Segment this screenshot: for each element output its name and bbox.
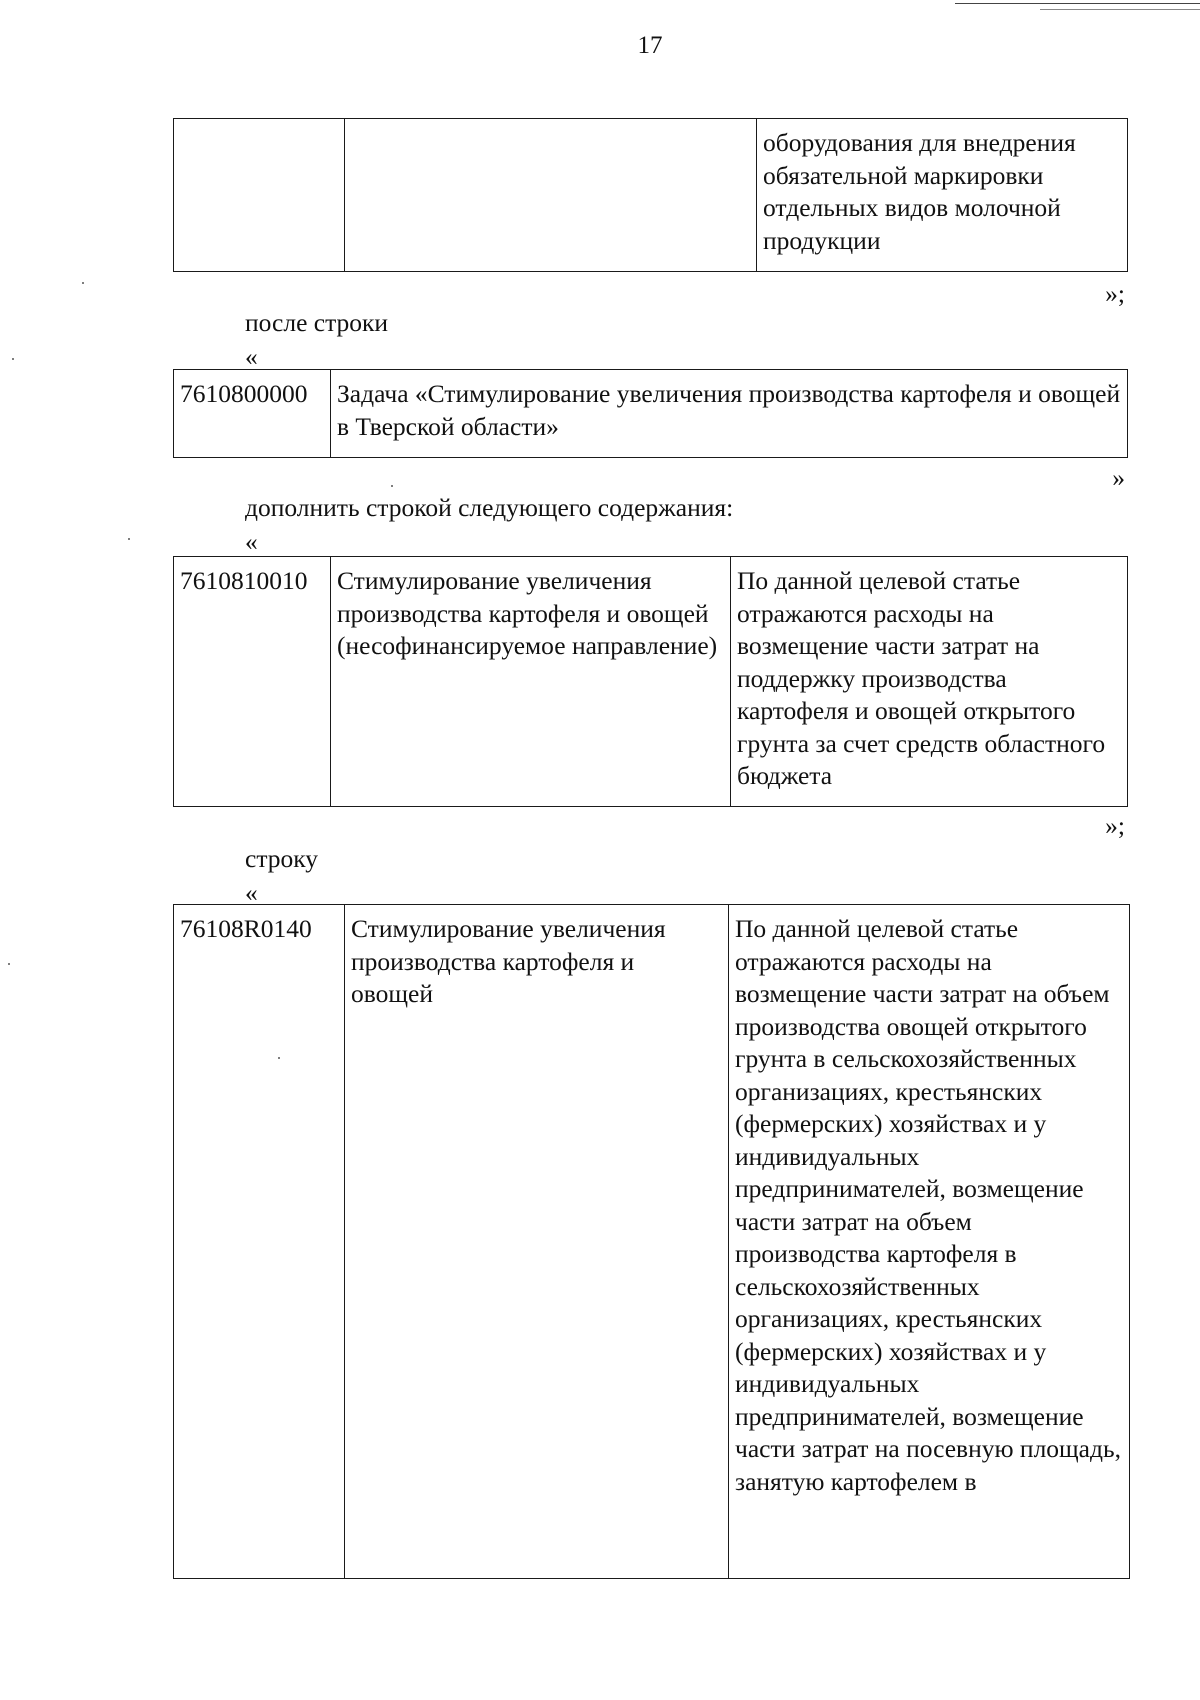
added-line-table — [173, 556, 1128, 807]
description-cell: оборудования для внедрения обязательной маркировки отдельных видов молочной продукции — [757, 119, 1128, 272]
opening-quote: « — [245, 342, 258, 371]
table-row — [174, 119, 1128, 272]
scan-speck — [8, 963, 10, 965]
scan-speck — [128, 538, 130, 540]
task-cell: Задача «Стимулирование увеличения производства картофеля и овощей в Тверской области» — [331, 370, 1128, 458]
code-cell: 7610810010 — [174, 557, 331, 807]
page-edge-line-secondary — [1040, 9, 1200, 10]
code-cell: 7610800000 — [174, 370, 331, 458]
instruction-after-line: после строки — [245, 308, 389, 337]
replaced-line-table — [173, 904, 1130, 1579]
closing-quote: » — [1112, 463, 1125, 492]
description-cell: По данной целевой статье отражаются расходы на возмещение части затрат на объем производства овощей открытого грунта в сельскохозяйственных организациях, крестьянских (фермерских) хозяйствах и у индивидуальных предпринимателей, возмещение части затрат на объем производства картофеля в сельскохозяйственных организациях, крестьянских (фермерских) хозяйствах и у индивидуальных предпринимателей, возмещение части затрат на посевную площадь, занятую картофелем в — [729, 905, 1130, 1579]
closing-quote: »; — [1105, 811, 1125, 840]
scan-speck — [82, 282, 84, 284]
continuation-table — [173, 118, 1128, 272]
opening-quote: « — [245, 878, 258, 907]
table-row — [174, 905, 1130, 1579]
instruction-line: строку — [245, 844, 319, 873]
after-line-table — [173, 369, 1128, 458]
name-cell — [345, 119, 757, 272]
name-cell: Стимулирование увеличения производства картофеля и овощей (несофинансируемое направление) — [331, 557, 731, 807]
scan-speck — [278, 1057, 280, 1059]
table-row — [174, 557, 1128, 807]
code-cell — [174, 119, 345, 272]
closing-quote: »; — [1105, 279, 1125, 308]
description-cell: По данной целевой статье отражаются расходы на возмещение части затрат на поддержку производства картофеля и овощей открытого грунта за счет средств областного бюджета — [731, 557, 1128, 807]
page-edge-line — [955, 3, 1200, 4]
table-row — [174, 370, 1128, 458]
page-number: 17 — [637, 32, 663, 59]
code-cell: 76108R0140 — [174, 905, 345, 1579]
name-cell: Стимулирование увеличения производства картофеля и овощей — [345, 905, 729, 1579]
opening-quote: « — [245, 527, 258, 556]
instruction-add-line: дополнить строкой следующего содержания: — [245, 493, 734, 522]
scan-speck — [12, 358, 14, 360]
scan-speck — [391, 485, 393, 487]
